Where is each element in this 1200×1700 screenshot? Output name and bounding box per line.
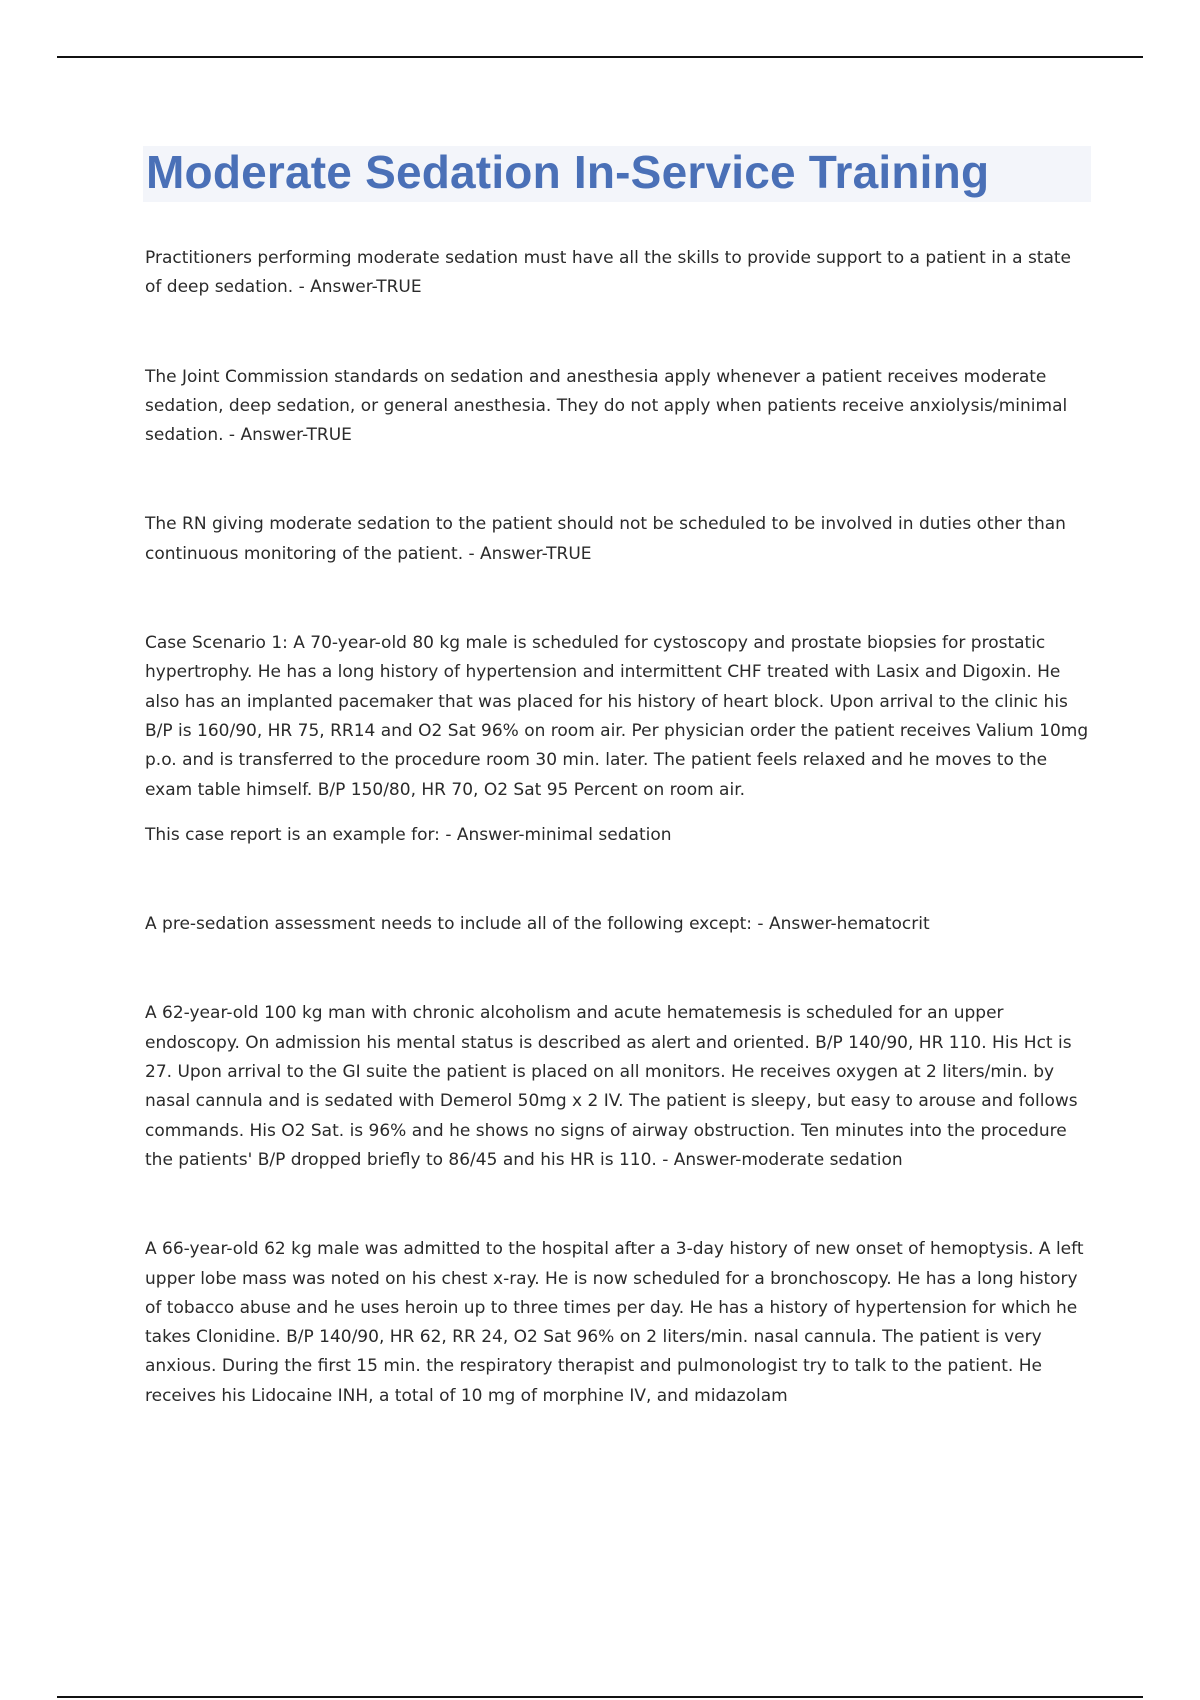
question-text: This case report is an example for: xyxy=(145,824,440,845)
qa-item xyxy=(145,510,1090,569)
qa-item xyxy=(145,910,1090,939)
answer-text: moderate sedation xyxy=(741,1149,903,1170)
answer-separator: - Answer- xyxy=(463,543,547,564)
answer-separator: - Answer- xyxy=(656,1149,742,1170)
question-text: Practitioners performing moderate sedation must have all the skills to provide support to a patient in a state of deep sedation. xyxy=(145,248,1072,298)
answer-text: hematocrit xyxy=(836,914,930,935)
question-text: A 62-year-old 100 kg man with chronic alcoholism and acute hematemesis is scheduled for an upper endoscopy. On admission his mental status is described as alert and oriented. B/P 140/90, HR 110. His Hct is 27. Upon arrival to the GI suite the patient is placed on all monitors. He receives oxygen at 2 liters/min. by nasal cannula and is sedated with Demerol 50mg x 2 IV. The patient is sleepy, but easy to arouse and follows commands. His O2 Sat. is 96% and he shows no signs of airway obstruction. Ten minutes into the procedure the patients' B/P dropped briefly to 86/45 and his HR is 110. xyxy=(145,1003,1078,1170)
question-text: The RN giving moderate sedation to the patient should not be scheduled to be involved in duties other than continuous monitoring of the patient. xyxy=(145,514,1066,564)
answer-separator: - Answer- xyxy=(439,824,525,845)
qa-item-continued xyxy=(145,1235,1090,1411)
qa-item xyxy=(145,363,1090,451)
answer-text: TRUE xyxy=(546,543,592,564)
answer-separator: - Answer- xyxy=(223,425,307,446)
document-body xyxy=(145,244,1090,1471)
answer-text: TRUE xyxy=(306,425,352,446)
question-text: A 66-year-old 62 kg male was admitted to the hospital after a 3-day history of new onset of hemoptysis. A left upper lobe mass was noted on his chest x-ray. He is now scheduled for a bronchoscopy. He has a long history of tobacco abuse and he uses heroin up to three times per day. He has a history of hypertension for which he takes Clonidine. B/P 140/90, HR 62, RR 24, O2 Sat 96% on 2 liters/min. nasal cannula. The patient is very anxious. During the first 15 min. the respiratory therapist and pulmonologist try to talk to the patient. He receives his Lidocaine INH, a total of 10 mg of morphine IV, and midazolam xyxy=(145,1239,1084,1406)
qa-item xyxy=(145,244,1090,303)
qa-item xyxy=(145,821,1090,850)
bottom-rule xyxy=(57,1696,1143,1698)
answer-text: TRUE xyxy=(376,277,422,298)
case-scenario-text: Case Scenario 1: A 70-year-old 80 kg male is scheduled for cystoscopy and prostate biopsies for prostatic hypertrophy. He has a long history of hypertension and intermittent CHF treated with Lasix and Digoxin. He also has an implanted pacemaker that was placed for his history of heart block. Upon arrival to the clinic his B/P is 160/90, HR 75, RR14 and O2 Sat 96% on room air. Per physician order the patient receives Valium 10mg p.o. and is transferred to the procedure room 30 min. later. The patient feels relaxed and he moves to the exam table himself. B/P 150/80, HR 70, O2 Sat 95 Percent on room air. xyxy=(145,633,1089,800)
top-rule xyxy=(57,56,1143,58)
case-scenario xyxy=(145,629,1090,805)
qa-item xyxy=(145,999,1090,1175)
answer-separator: - Answer- xyxy=(293,277,377,298)
question-text: A pre-sedation assessment needs to include all of the following except: xyxy=(145,914,753,935)
answer-separator: - Answer- xyxy=(752,914,837,935)
document-title: Moderate Sedation In-Service Training xyxy=(146,146,990,198)
question-text: The Joint Commission standards on sedation and anesthesia apply whenever a patient receives moderate sedation, deep sedation, or general anesthesia. They do not apply when patients receive anxiolysis/minimal sedation. xyxy=(145,366,1068,446)
answer-text: minimal sedation xyxy=(524,824,672,845)
